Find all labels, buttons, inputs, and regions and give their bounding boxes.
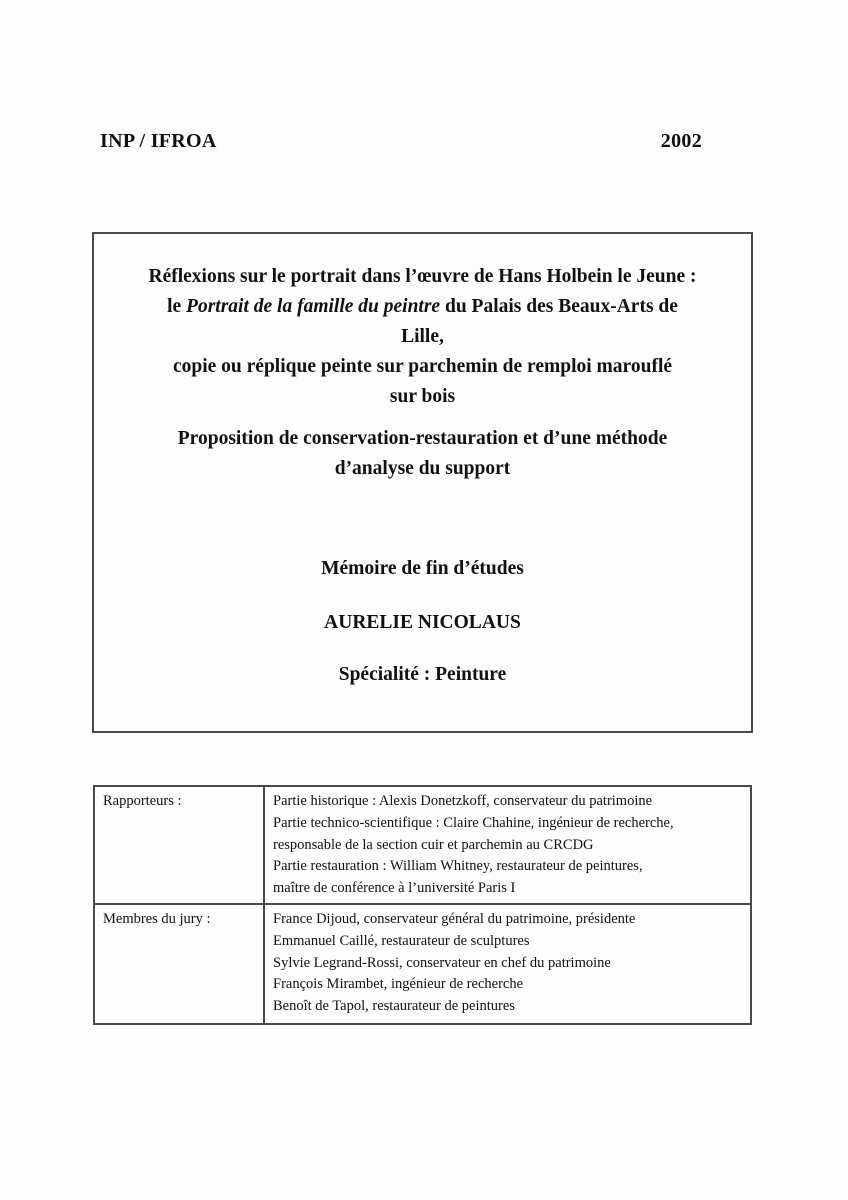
rapporteurs-label: Rapporteurs : (103, 793, 182, 809)
rapporteur-line: Partie historique : Alexis Donetzkoff, conservateur du patrimoine (273, 793, 653, 809)
specialty-label: Spécialité : Peinture (338, 664, 507, 685)
title-line-1: Réflexions sur le portrait dans l’œuvre de Hans Holbein le Jeune : (148, 266, 697, 287)
table-row-rapporteurs (94, 786, 751, 904)
jury-member-line: Benoît de Tapol, restaurateur de peintures (273, 998, 515, 1015)
jury-content-cell (264, 904, 751, 1024)
author-name: AURELIE NICOLAUS (324, 612, 521, 633)
artwork-title-italic: Portrait de la famille du peintre (186, 296, 441, 317)
jury-label-cell (94, 904, 264, 1024)
jury-label: Membres du jury : (103, 911, 211, 927)
committee-table (93, 785, 752, 1025)
jury-member-line: Emmanuel Caillé, restaurateur de sculptures (273, 932, 530, 949)
page-header (100, 128, 702, 154)
title-line-5: sur bois (389, 386, 456, 407)
jury-member-line: François Mirambet, ingénieur de recherche (273, 976, 524, 993)
title-line2-prefix: le (167, 296, 187, 317)
table-row-jury (94, 904, 751, 1024)
title-line-4: copie ou réplique peinte sur parchemin de remploi marouflé (172, 356, 673, 377)
title-box (92, 232, 753, 733)
institution-label: INP / IFROA (100, 130, 217, 152)
rapporteur-line: maître de conférence à l’université Paris I (273, 880, 516, 897)
jury-member-line: Sylvie Legrand-Rossi, conservateur en chef du patrimoine (273, 954, 611, 971)
degree-label: Mémoire de fin d’études (321, 558, 524, 579)
jury-member-line: France Dijoud, conservateur général du patrimoine, présidente (273, 911, 636, 927)
rapporteur-line: Partie technico-scientifique : Claire Chahine, ingénieur de recherche, (273, 814, 674, 831)
title-line-2 (104, 292, 741, 322)
rapporteur-line: responsable de la section cuir et parchemin au CRCDG (273, 836, 594, 853)
subtitle-line-1: Proposition de conservation-restauration et d’une méthode (177, 428, 668, 449)
title-line2-suffix: du Palais des Beaux-Arts de (440, 296, 678, 317)
rapporteur-line: Partie restauration : William Whitney, restaurateur de peintures, (273, 858, 643, 875)
year-label: 2002 (660, 130, 702, 152)
subtitle-line-2: d’analyse du support (334, 458, 511, 479)
title-line-3: Lille, (401, 326, 444, 347)
rapporteurs-label-cell (94, 786, 264, 904)
rapporteurs-content-cell (264, 786, 751, 904)
